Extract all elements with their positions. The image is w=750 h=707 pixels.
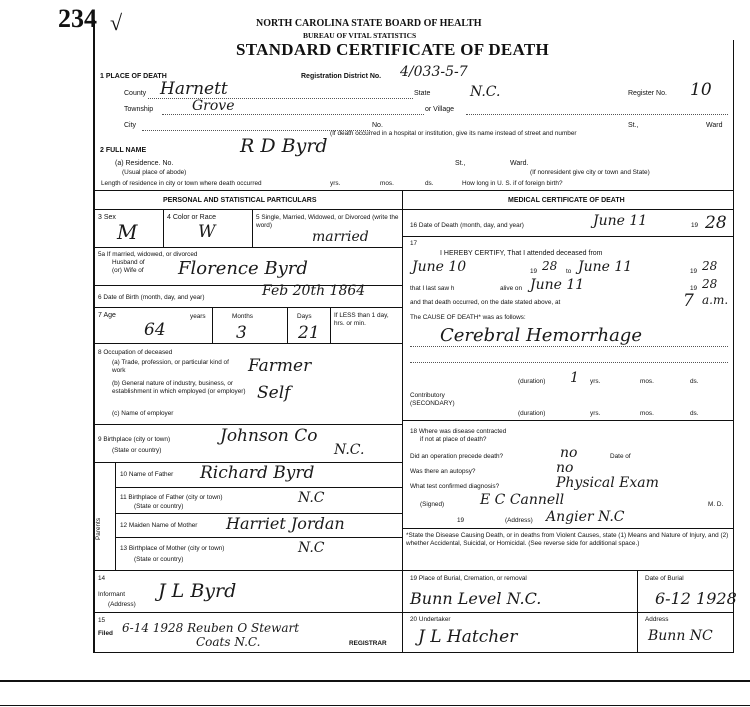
ward-label: Ward: [706, 122, 723, 129]
last-saw-value: June 11: [530, 277, 585, 293]
occupation-b-label: (b) General nature of industry, business, or establishment in which employed (or employer): [112, 380, 246, 395]
physician-address-value: Angier N.C: [546, 509, 625, 525]
marital-label: 5 Single, Married, Widowed, or Divorced (write the word): [256, 214, 399, 229]
rule-r18: [402, 420, 734, 421]
attended-from-value: June 10: [412, 259, 467, 275]
date-of-death-year: 28: [705, 213, 727, 233]
center-divider: [402, 190, 403, 652]
filed-value: 6-14 1928 Reuben O Stewart: [122, 621, 300, 635]
signed-value: E C Cannell: [480, 492, 565, 508]
mother-birthplace-label: 13 Birthplace of Mother (city or town): [120, 545, 225, 552]
last-saw-year-prefix: 19: [690, 285, 698, 292]
test-label: What test confirmed diagnosis?: [410, 483, 500, 490]
item-17-number: 17: [410, 240, 418, 247]
mother-birthplace-sub-label: (State or country): [134, 556, 184, 563]
birthplace-label: 9 Birthplace (city or town): [98, 436, 171, 443]
death-time-value: 7: [683, 291, 694, 311]
autopsy-label: Was there an autopsy?: [410, 468, 476, 475]
age-years-label: years: [190, 313, 206, 320]
attended-to-year: 28: [702, 259, 718, 273]
city-label: City: [124, 122, 137, 129]
registration-district-value: 4/033-5-7: [400, 64, 468, 80]
rule-r19: [402, 528, 734, 529]
state-value: N.C.: [470, 84, 501, 100]
father-birthplace-sub-label: (State or country): [134, 503, 184, 510]
birth-date-label: 6 Date of Birth (month, day, and year): [98, 294, 205, 301]
mother-name-value: Harriet Jordan: [226, 514, 345, 533]
duration2-yrs: yrs.: [590, 410, 601, 417]
rule-row-3: [93, 247, 402, 248]
contributory-label: Contributory: [410, 392, 445, 399]
rule-row-7: [93, 343, 402, 344]
birth-date-value: Feb 20th 1864: [262, 283, 366, 299]
date-of-death-year-prefix: 19: [691, 222, 699, 229]
age-days-label: Days: [297, 313, 312, 320]
cause-label: The CAUSE OF DEATH* was as follows:: [410, 314, 526, 321]
operation-value: no: [560, 445, 578, 461]
death-time-unit: a.m.: [702, 293, 729, 307]
rule-row-10: [115, 487, 402, 488]
father-name-label: 10 Name of Father: [120, 471, 174, 478]
age-label: 7 Age: [98, 312, 116, 319]
sex-label: 3 Sex: [98, 214, 116, 221]
township-label: Township: [124, 106, 154, 113]
rule-row-6: [93, 307, 402, 308]
left-border: [93, 20, 95, 652]
color-label: 4 Color or Race: [167, 214, 217, 221]
last-saw-label: that I last saw h: [410, 285, 455, 292]
cell-months-days: [287, 307, 288, 343]
undertaker-address-value: Bunn NC: [648, 628, 713, 644]
burial-date-label: Date of Burial: [645, 575, 684, 582]
burial-place-label: 19 Place of Burial, Cremation, or removal: [410, 575, 527, 582]
mother-name-label: 12 Maiden Name of Mother: [120, 522, 198, 529]
secondary-label: (SECONDARY): [410, 400, 455, 407]
duration-value: 1: [570, 370, 579, 386]
age-months-label: Months: [232, 313, 253, 320]
burial-place-value: Bunn Level N.C.: [410, 589, 542, 608]
parents-label: Parents: [95, 517, 102, 540]
spouse-label-1: 5a If married, widowed, or divorced: [98, 251, 198, 258]
duration-mos: mos.: [640, 378, 654, 385]
burial-date-divider: [637, 570, 638, 652]
test-value: Physical Exam: [556, 475, 659, 491]
attended-to-year-prefix: 19: [690, 268, 698, 275]
date-of-death-month: June 11: [593, 213, 648, 229]
check-mark: √: [110, 10, 123, 35]
where-contracted-sub: if not at place of death?: [420, 436, 487, 443]
mother-birthplace-value: N.C: [298, 540, 325, 556]
rule-row-8: [93, 424, 402, 425]
color-value: W: [198, 222, 216, 242]
occupation-a-label: (a) Trade, profession, or particular kind of work: [112, 359, 229, 374]
sign-year-prefix: 19: [457, 517, 465, 524]
cell-sex-color: [163, 209, 164, 247]
filed-label: Filed: [98, 630, 113, 637]
last-saw-year: 28: [702, 277, 718, 291]
birthplace-state-value: N.C.: [334, 442, 365, 458]
registration-district-label: Registration District No.: [301, 73, 382, 80]
duration-ds: ds.: [690, 378, 699, 385]
certify-text: I HEREBY CERTIFY, That I attended deceased from: [440, 250, 603, 257]
full-name-label: 2 FULL NAME: [100, 147, 147, 154]
county-label: County: [124, 90, 147, 97]
rule-row-12: [115, 537, 402, 538]
filed-number: 15: [98, 617, 106, 624]
cell-days-less: [330, 307, 331, 343]
attended-to-value: June 11: [578, 259, 633, 275]
operation-date-label: Date of: [610, 453, 631, 460]
foreign-birth-label: How long in U. S. if of foreign birth?: [462, 180, 563, 187]
occupation-label: 8 Occupation of deceased: [98, 349, 173, 356]
residence-label: (a) Residence. No.: [115, 160, 174, 167]
state-label: State: [414, 90, 431, 97]
age-months-value: 3: [236, 323, 247, 343]
scan-edge-line: [0, 680, 750, 682]
cause-value: Cerebral Hemorrhage: [440, 325, 642, 346]
date-of-death-label: 16 Date of Death (month, day, and year): [410, 222, 524, 229]
marital-value: married: [312, 229, 369, 245]
autopsy-value: no: [556, 460, 574, 476]
physician-address-label: (Address): [505, 517, 533, 524]
signed-label: (Signed): [420, 501, 445, 508]
county-value: Harnett: [160, 79, 228, 99]
undertaker-value: J L Hatcher: [418, 627, 518, 647]
personal-section-title: PERSONAL AND STATISTICAL PARTICULARS: [163, 197, 317, 204]
residence-street-label: St.,: [455, 160, 466, 167]
father-name-value: Richard Byrd: [200, 463, 315, 483]
birthplace-value: Johnson Co: [220, 426, 318, 446]
duration-yrs: yrs.: [590, 378, 601, 385]
rule-section-titles: [93, 209, 734, 210]
agency-name: NORTH CAROLINA STATE BOARD OF HEALTH: [256, 18, 482, 29]
number-label: No.: [372, 122, 383, 129]
informant-address-label: (Address): [108, 601, 136, 608]
scan-edge-line-2: [0, 705, 750, 706]
parents-divider: [115, 462, 116, 570]
cause-line-2: [410, 362, 728, 363]
length-yrs: yrs.: [330, 180, 341, 187]
bureau-name: BUREAU OF VITAL STATISTICS: [303, 31, 417, 40]
length-ds: ds.: [425, 180, 434, 187]
spouse-value: Florence Byrd: [178, 258, 308, 279]
death-time-label: and that death occurred, on the date stated above, at: [410, 299, 561, 306]
cell-age-months: [212, 307, 213, 343]
father-birthplace-label: 11 Birthplace of Father (city or town): [120, 494, 223, 501]
father-birthplace-value: N.C: [298, 490, 325, 506]
street-label: St.,: [628, 122, 639, 129]
spouse-label-3: (or) Wife of: [112, 267, 144, 274]
place-of-death-label: 1 PLACE OF DEATH: [100, 73, 167, 80]
age-days-value: 21: [298, 323, 320, 343]
full-name-value: R D Byrd: [240, 135, 328, 157]
length-mos: mos.: [380, 180, 394, 187]
register-no-label: Register No.: [628, 90, 667, 97]
md-label: M. D.: [708, 501, 724, 508]
attended-from-year-prefix: 19: [530, 268, 538, 275]
occupation-c-label: (c) Name of employer: [112, 410, 174, 417]
duration2-mos: mos.: [640, 410, 654, 417]
duration2-ds: ds.: [690, 410, 699, 417]
age-years-value: 64: [144, 320, 166, 340]
page-title: STANDARD CERTIFICATE OF DEATH: [236, 40, 550, 59]
certificate-number: 234: [58, 4, 97, 33]
sex-value: M: [117, 220, 138, 244]
attended-to-label: to: [566, 268, 572, 275]
nonresident-note: (If nonresident give city or town and State): [530, 169, 650, 176]
alive-on-label: alive on: [500, 285, 523, 292]
hospital-note: (If death occurred in a hospital or institution, give its name instead of street and number: [330, 130, 577, 137]
occupation-b-value: Self: [257, 383, 291, 403]
burial-date-value: 6-12 1928: [655, 589, 737, 608]
length-of-residence-label: Length of residence in city or town where death occurred: [101, 180, 262, 187]
filed-place-value: Coats N.C.: [196, 635, 261, 649]
footnote: *State the Disease Causing Death, or in deaths from Violent Causes, state (1) Means and Nature of Injury, and (2) whether Accidental, Suicidal, or Homicidal. (See reverse side for additional space.): [406, 532, 729, 547]
where-contracted-label: 18 Where was disease contracted: [410, 428, 507, 435]
register-no-value: 10: [690, 80, 712, 100]
duration-label-1: (duration): [518, 378, 546, 385]
residence-ward-label: Ward.: [510, 160, 529, 167]
bottom-border: [93, 652, 734, 653]
occupation-a-value: Farmer: [248, 356, 312, 376]
undertaker-address-label: Address: [645, 616, 669, 623]
cell-color-marital: [252, 209, 253, 247]
registrar-label: REGISTRAR: [349, 640, 387, 647]
township-value: Grove: [192, 98, 235, 114]
village-label: or Village: [425, 106, 455, 113]
informant-value: J L Byrd: [158, 580, 237, 602]
medical-section-title: MEDICAL CERTIFICATE OF DEATH: [508, 197, 625, 204]
age-less-label: If LESS than 1 day, hrs. or min.: [334, 312, 389, 327]
attended-from-year: 28: [542, 259, 558, 273]
right-border: [733, 40, 734, 652]
operation-label: Did an operation precede death?: [410, 453, 504, 460]
undertaker-label: 20 Undertaker: [410, 616, 451, 623]
informant-number: 14: [98, 575, 106, 582]
duration-label-2: (duration): [518, 410, 546, 417]
rule-r16: [402, 236, 734, 237]
village-line: [466, 114, 728, 115]
informant-label: Informant: [98, 591, 125, 598]
township-line: [162, 114, 424, 115]
spouse-label-2: Husband of: [112, 259, 145, 266]
cause-line-1: [410, 346, 728, 347]
birthplace-sub-label: (State or country): [112, 447, 162, 454]
abode-label: (Usual place of abode): [122, 169, 187, 176]
rule-top-sections: [93, 190, 734, 191]
